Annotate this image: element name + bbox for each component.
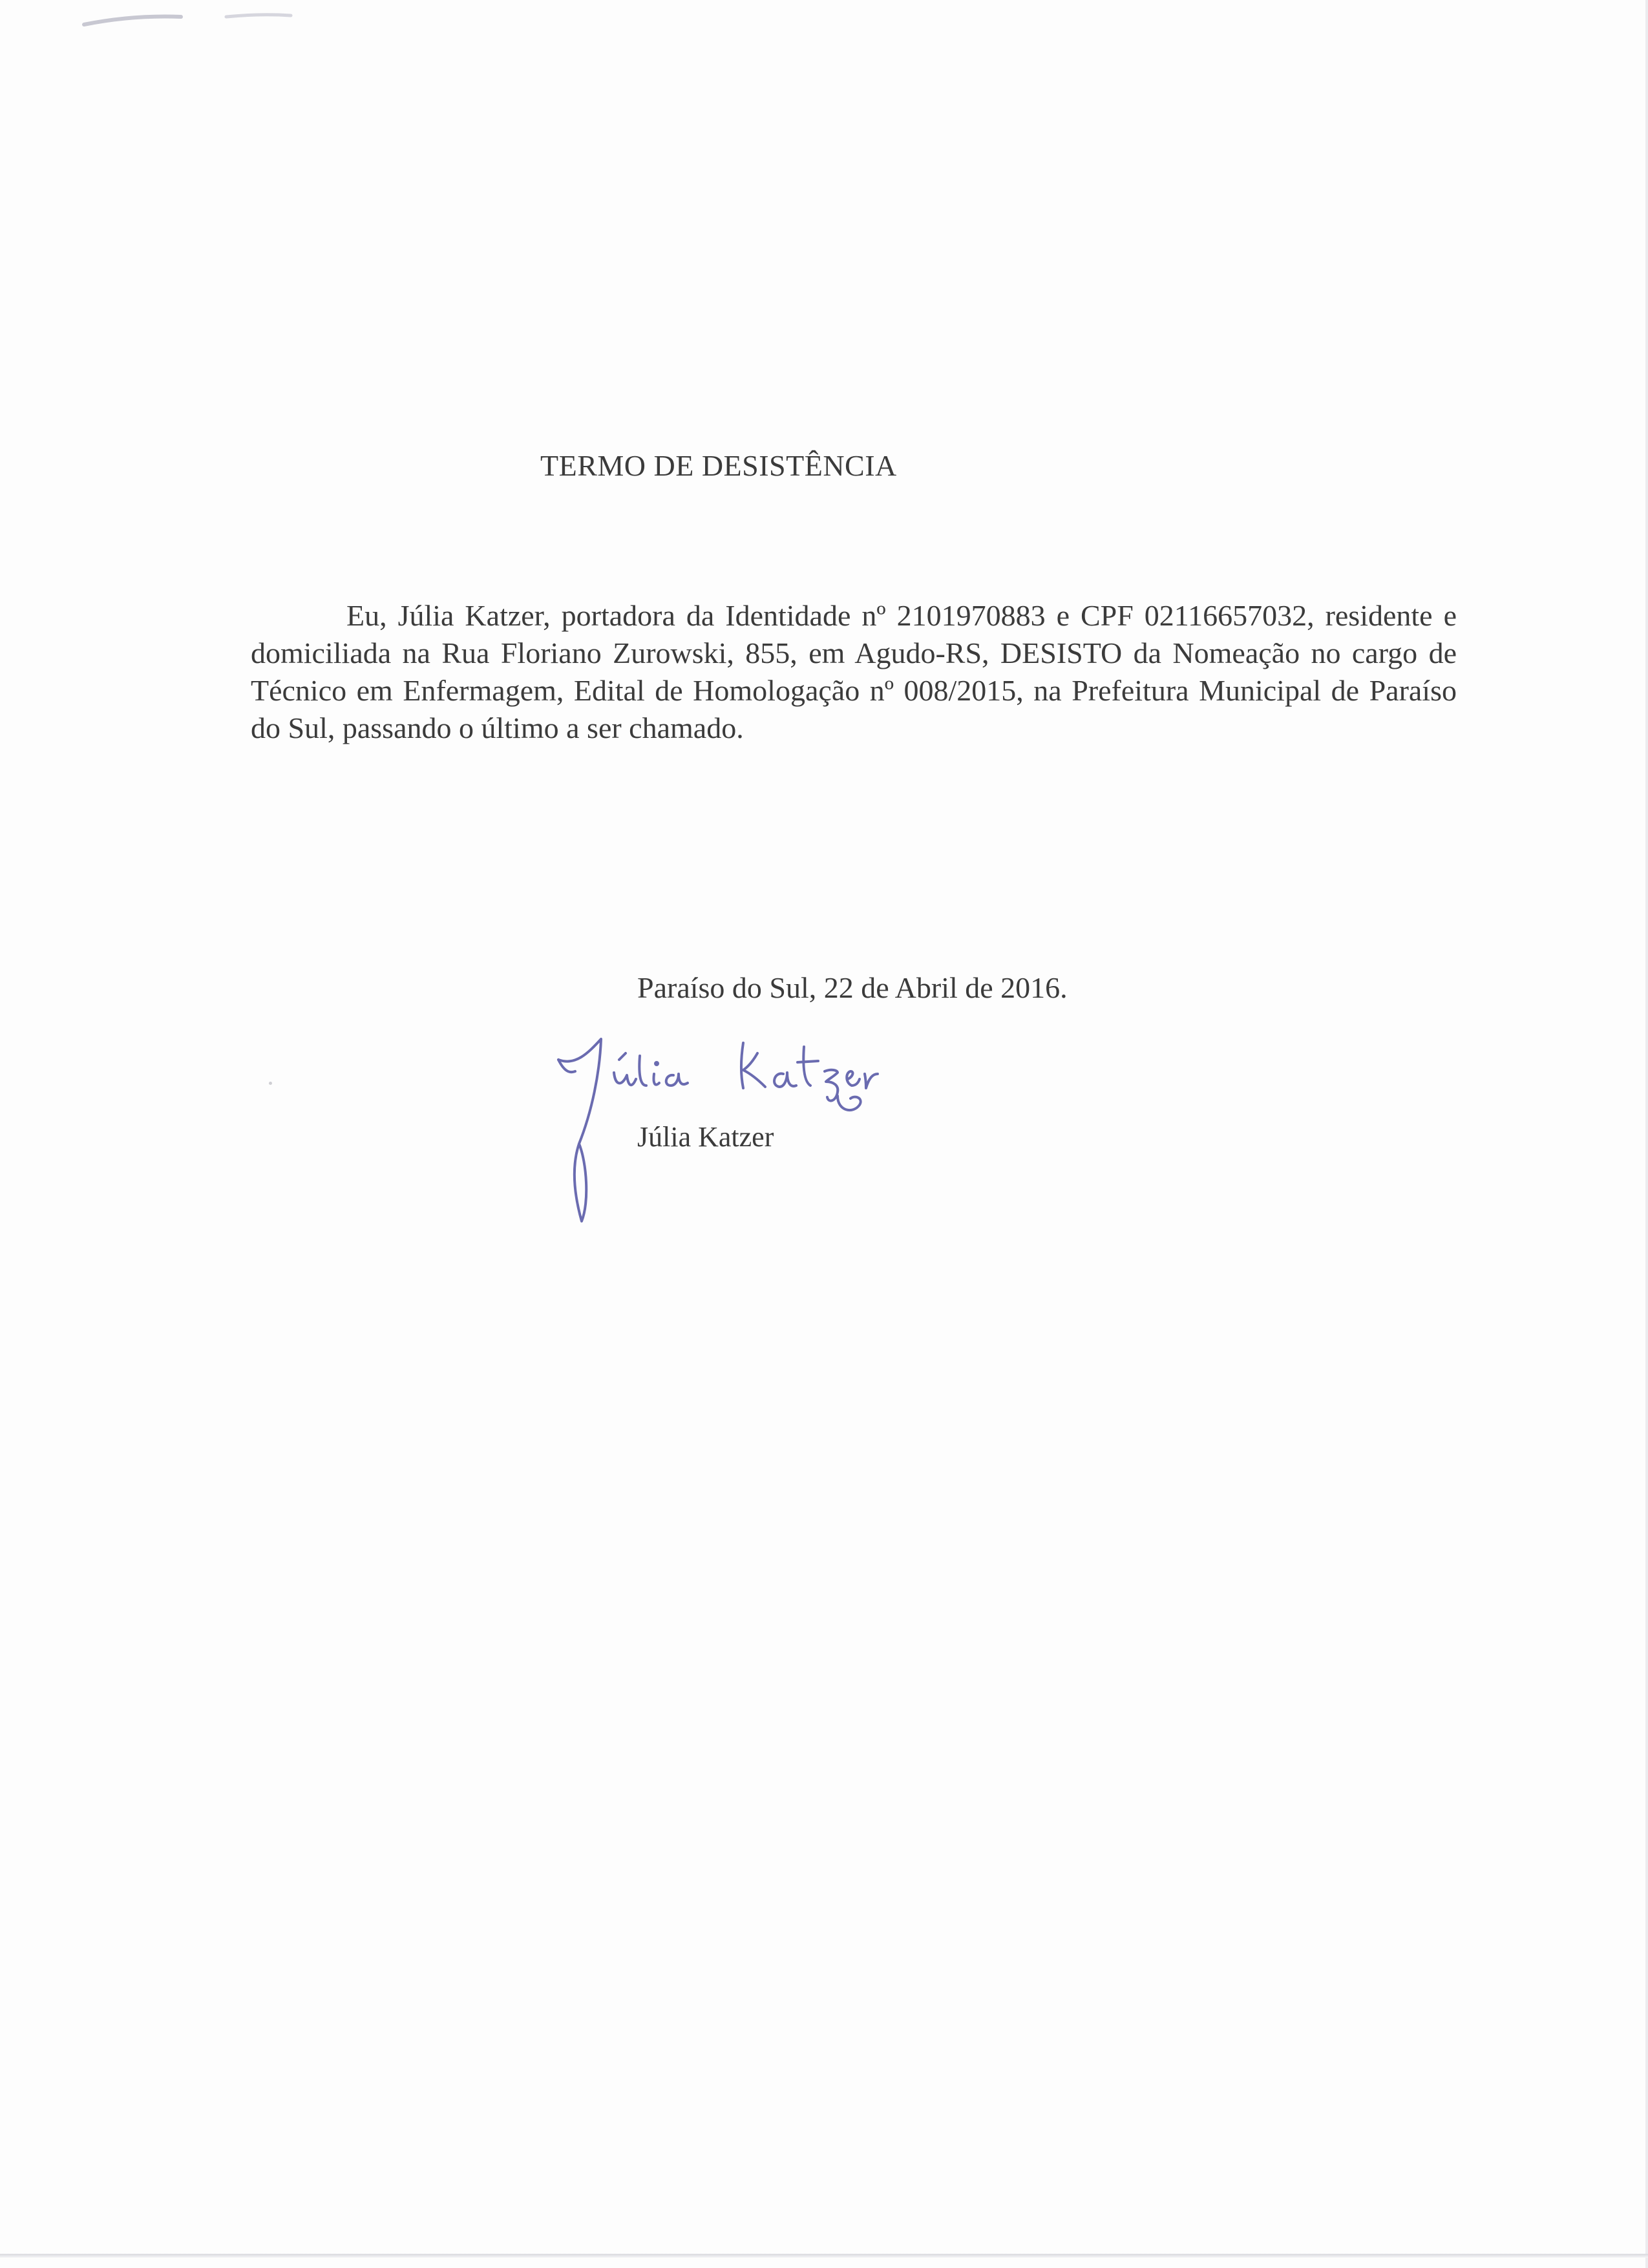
scan-edge-bottom <box>0 2254 1648 2258</box>
document-title: TERMO DE DESISTÊNCIA <box>540 449 897 482</box>
scan-edge-right <box>1645 0 1648 2268</box>
scan-speck <box>269 1082 272 1085</box>
document-body-paragraph: Eu, Júlia Katzer, portadora da Identidade nº 2101970883 e CPF 02116657032, residente e domiciliada na Rua Floriano Zurowski, 855, em Agudo-RS, DESISTO da Nomeação no cargo de Técnico em Enfermagem, Edital de Homologação nº 008/2015, na Prefeitura Municipal de Paraíso do Sul, passando o último a ser chamado. <box>251 599 1457 744</box>
signer-name: Júlia Katzer <box>637 1121 774 1153</box>
scan-artifact-mark <box>78 13 349 58</box>
date-line: Paraíso do Sul, 22 de Abril de 2016. <box>637 971 1068 1004</box>
